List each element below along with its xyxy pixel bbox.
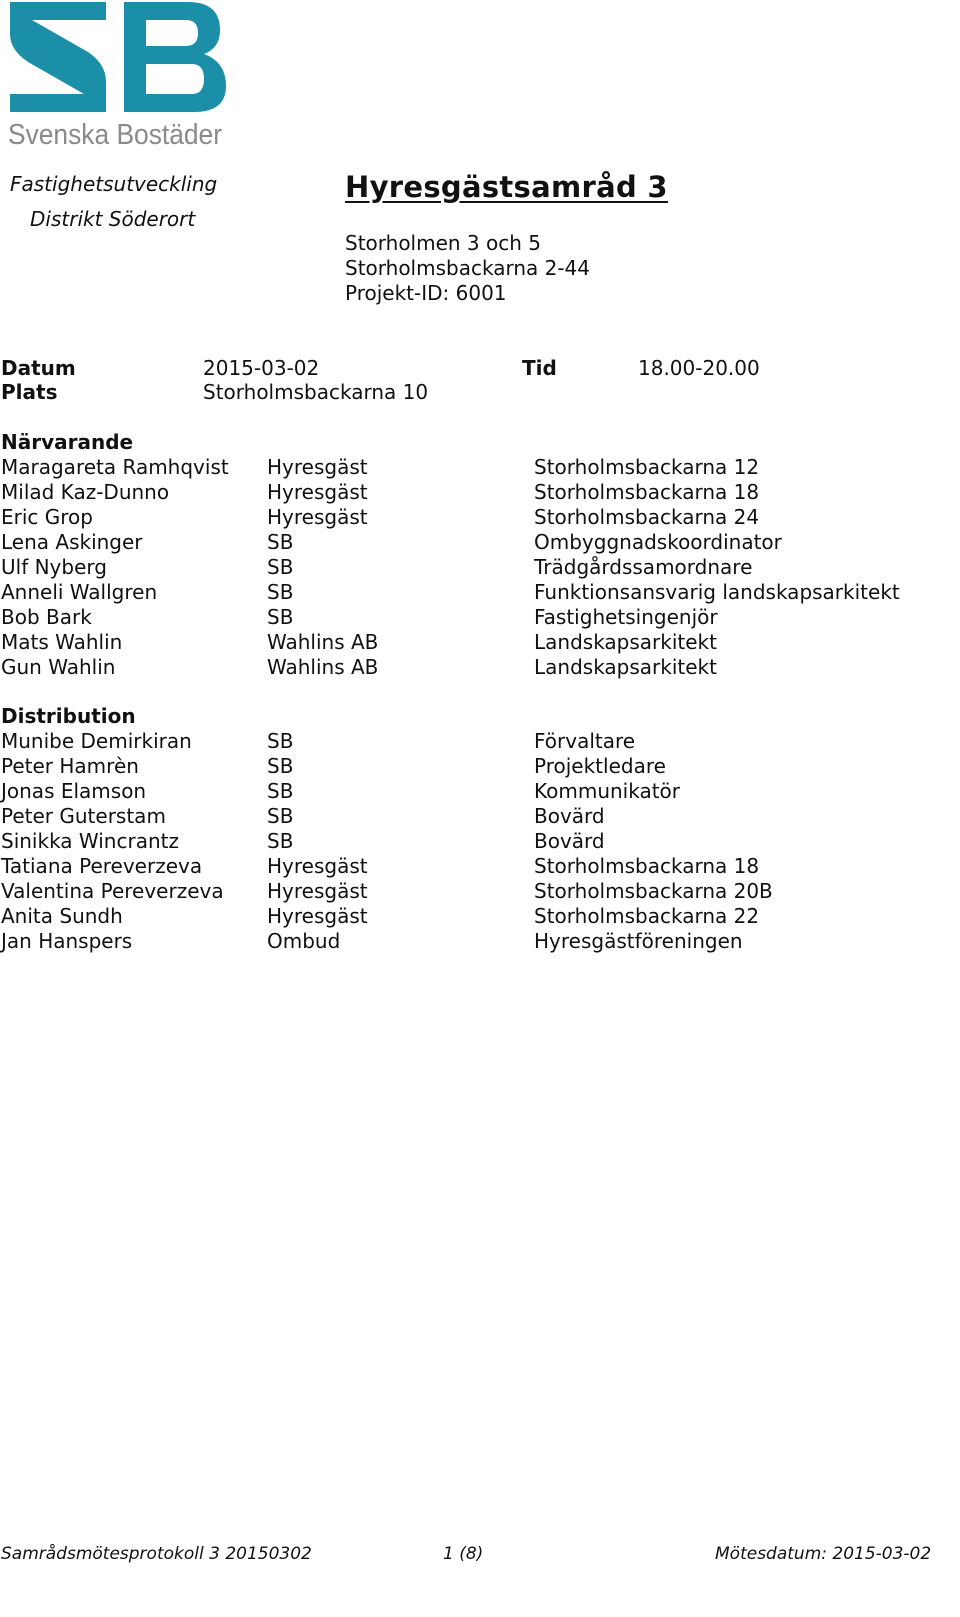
attendee-name: Anneli Wallgren [1,580,158,604]
attendee-role: Landskapsarkitekt [534,655,717,679]
recipient-org: Hyresgäst [267,854,368,878]
recipient-role: Hyresgästföreningen [534,929,743,953]
time-value: 18.00-20.00 [638,356,760,380]
attendee-org: Wahlins AB [267,655,379,679]
recipient-role: Projektledare [534,754,666,778]
distribution-row [0,729,960,754]
attendee-role: Trädgårdssamordnare [534,555,753,579]
company-logo [6,0,230,152]
attendees-heading: Närvarande [1,430,134,454]
attendee-name: Eric Grop [1,505,93,529]
recipient-role: Bovärd [534,804,605,828]
distribution-row [0,904,960,929]
attendee-row [0,655,960,680]
recipient-role: Storholmsbackarna 18 [534,854,760,878]
district-name: Distrikt Söderort [30,207,196,231]
distribution-row [0,779,960,804]
distribution-row [0,829,960,854]
distribution-row [0,804,960,829]
attendee-row [0,580,960,605]
recipient-org: SB [267,804,294,828]
recipient-org: Hyresgäst [267,904,368,928]
recipient-role: Kommunikatör [534,779,681,803]
footer-page-number: 1 (8) [443,1544,484,1564]
attendee-org: SB [267,605,294,629]
sb-logo-icon [6,0,230,152]
attendee-org: Wahlins AB [267,630,379,654]
distribution-row [0,854,960,879]
recipient-name: Anita Sundh [1,904,123,928]
place-label: Plats [1,380,58,404]
address-line-2: Storholmsbackarna 2-44 [345,256,590,280]
attendee-name: Mats Wahlin [1,630,123,654]
distribution-row [0,879,960,904]
attendee-role: Landskapsarkitekt [534,630,717,654]
attendee-role: Funktionsansvarig landskapsarkitekt [534,580,900,604]
attendee-row [0,630,960,655]
attendee-name: Milad Kaz-Dunno [1,480,170,504]
logo-wordmark: Svenska Bostäder [8,119,223,151]
recipient-org: Hyresgäst [267,879,368,903]
attendee-row [0,505,960,530]
address-line-1: Storholmen 3 och 5 [345,231,542,255]
recipient-role: Storholmsbackarna 20B [534,879,773,903]
recipient-name: Munibe Demirkiran [1,729,192,753]
attendee-row [0,605,960,630]
recipient-role: Storholmsbackarna 22 [534,904,760,928]
attendee-role: Storholmsbackarna 24 [534,505,760,529]
attendee-name: Bob Bark [1,605,92,629]
recipient-org: SB [267,754,294,778]
recipient-org: SB [267,829,294,853]
recipient-org: SB [267,779,294,803]
recipient-name: Jan Hanspers [1,929,133,953]
attendee-row [0,455,960,480]
attendee-org: SB [267,530,294,554]
meeting-title: Hyresgästsamråd 3 [345,170,668,204]
attendee-name: Ulf Nyberg [1,555,107,579]
distribution-row [0,754,960,779]
attendee-row [0,555,960,580]
attendee-name: Lena Askinger [1,530,143,554]
project-id: Projekt-ID: 6001 [345,281,507,305]
recipient-name: Sinikka Wincrantz [1,829,179,853]
recipient-role: Bovärd [534,829,605,853]
attendee-role: Storholmsbackarna 12 [534,455,760,479]
recipient-name: Peter Hamrèn [1,754,139,778]
recipient-org: SB [267,729,294,753]
recipient-name: Peter Guterstam [1,804,166,828]
attendee-role: Storholmsbackarna 18 [534,480,760,504]
attendee-name: Maragareta Ramhqvist [1,455,229,479]
attendee-row [0,530,960,555]
department-name: Fastighetsutveckling [10,172,218,196]
recipient-role: Förvaltare [534,729,636,753]
attendee-role: Ombyggnadskoordinator [534,530,782,554]
time-label: Tid [522,356,557,380]
attendee-role: Fastighetsingenjör [534,605,718,629]
attendee-org: SB [267,555,294,579]
date-label: Datum [1,356,76,380]
recipient-name: Jonas Elamson [1,779,147,803]
distribution-row [0,929,960,954]
footer-meeting-date: Mötesdatum: 2015-03-02 [715,1544,932,1564]
attendee-org: Hyresgäst [267,480,368,504]
recipient-name: Tatiana Pereverzeva [1,854,203,878]
attendee-row [0,480,960,505]
recipient-name: Valentina Pereverzeva [1,879,224,903]
distribution-heading: Distribution [1,704,136,728]
date-value: 2015-03-02 [203,356,320,380]
attendee-org: Hyresgäst [267,455,368,479]
recipient-org: Ombud [267,929,341,953]
place-value: Storholmsbackarna 10 [203,380,429,404]
attendee-name: Gun Wahlin [1,655,116,679]
attendee-org: SB [267,580,294,604]
footer-document-name: Samrådsmötesprotokoll 3 20150302 [1,1544,312,1564]
attendee-org: Hyresgäst [267,505,368,529]
